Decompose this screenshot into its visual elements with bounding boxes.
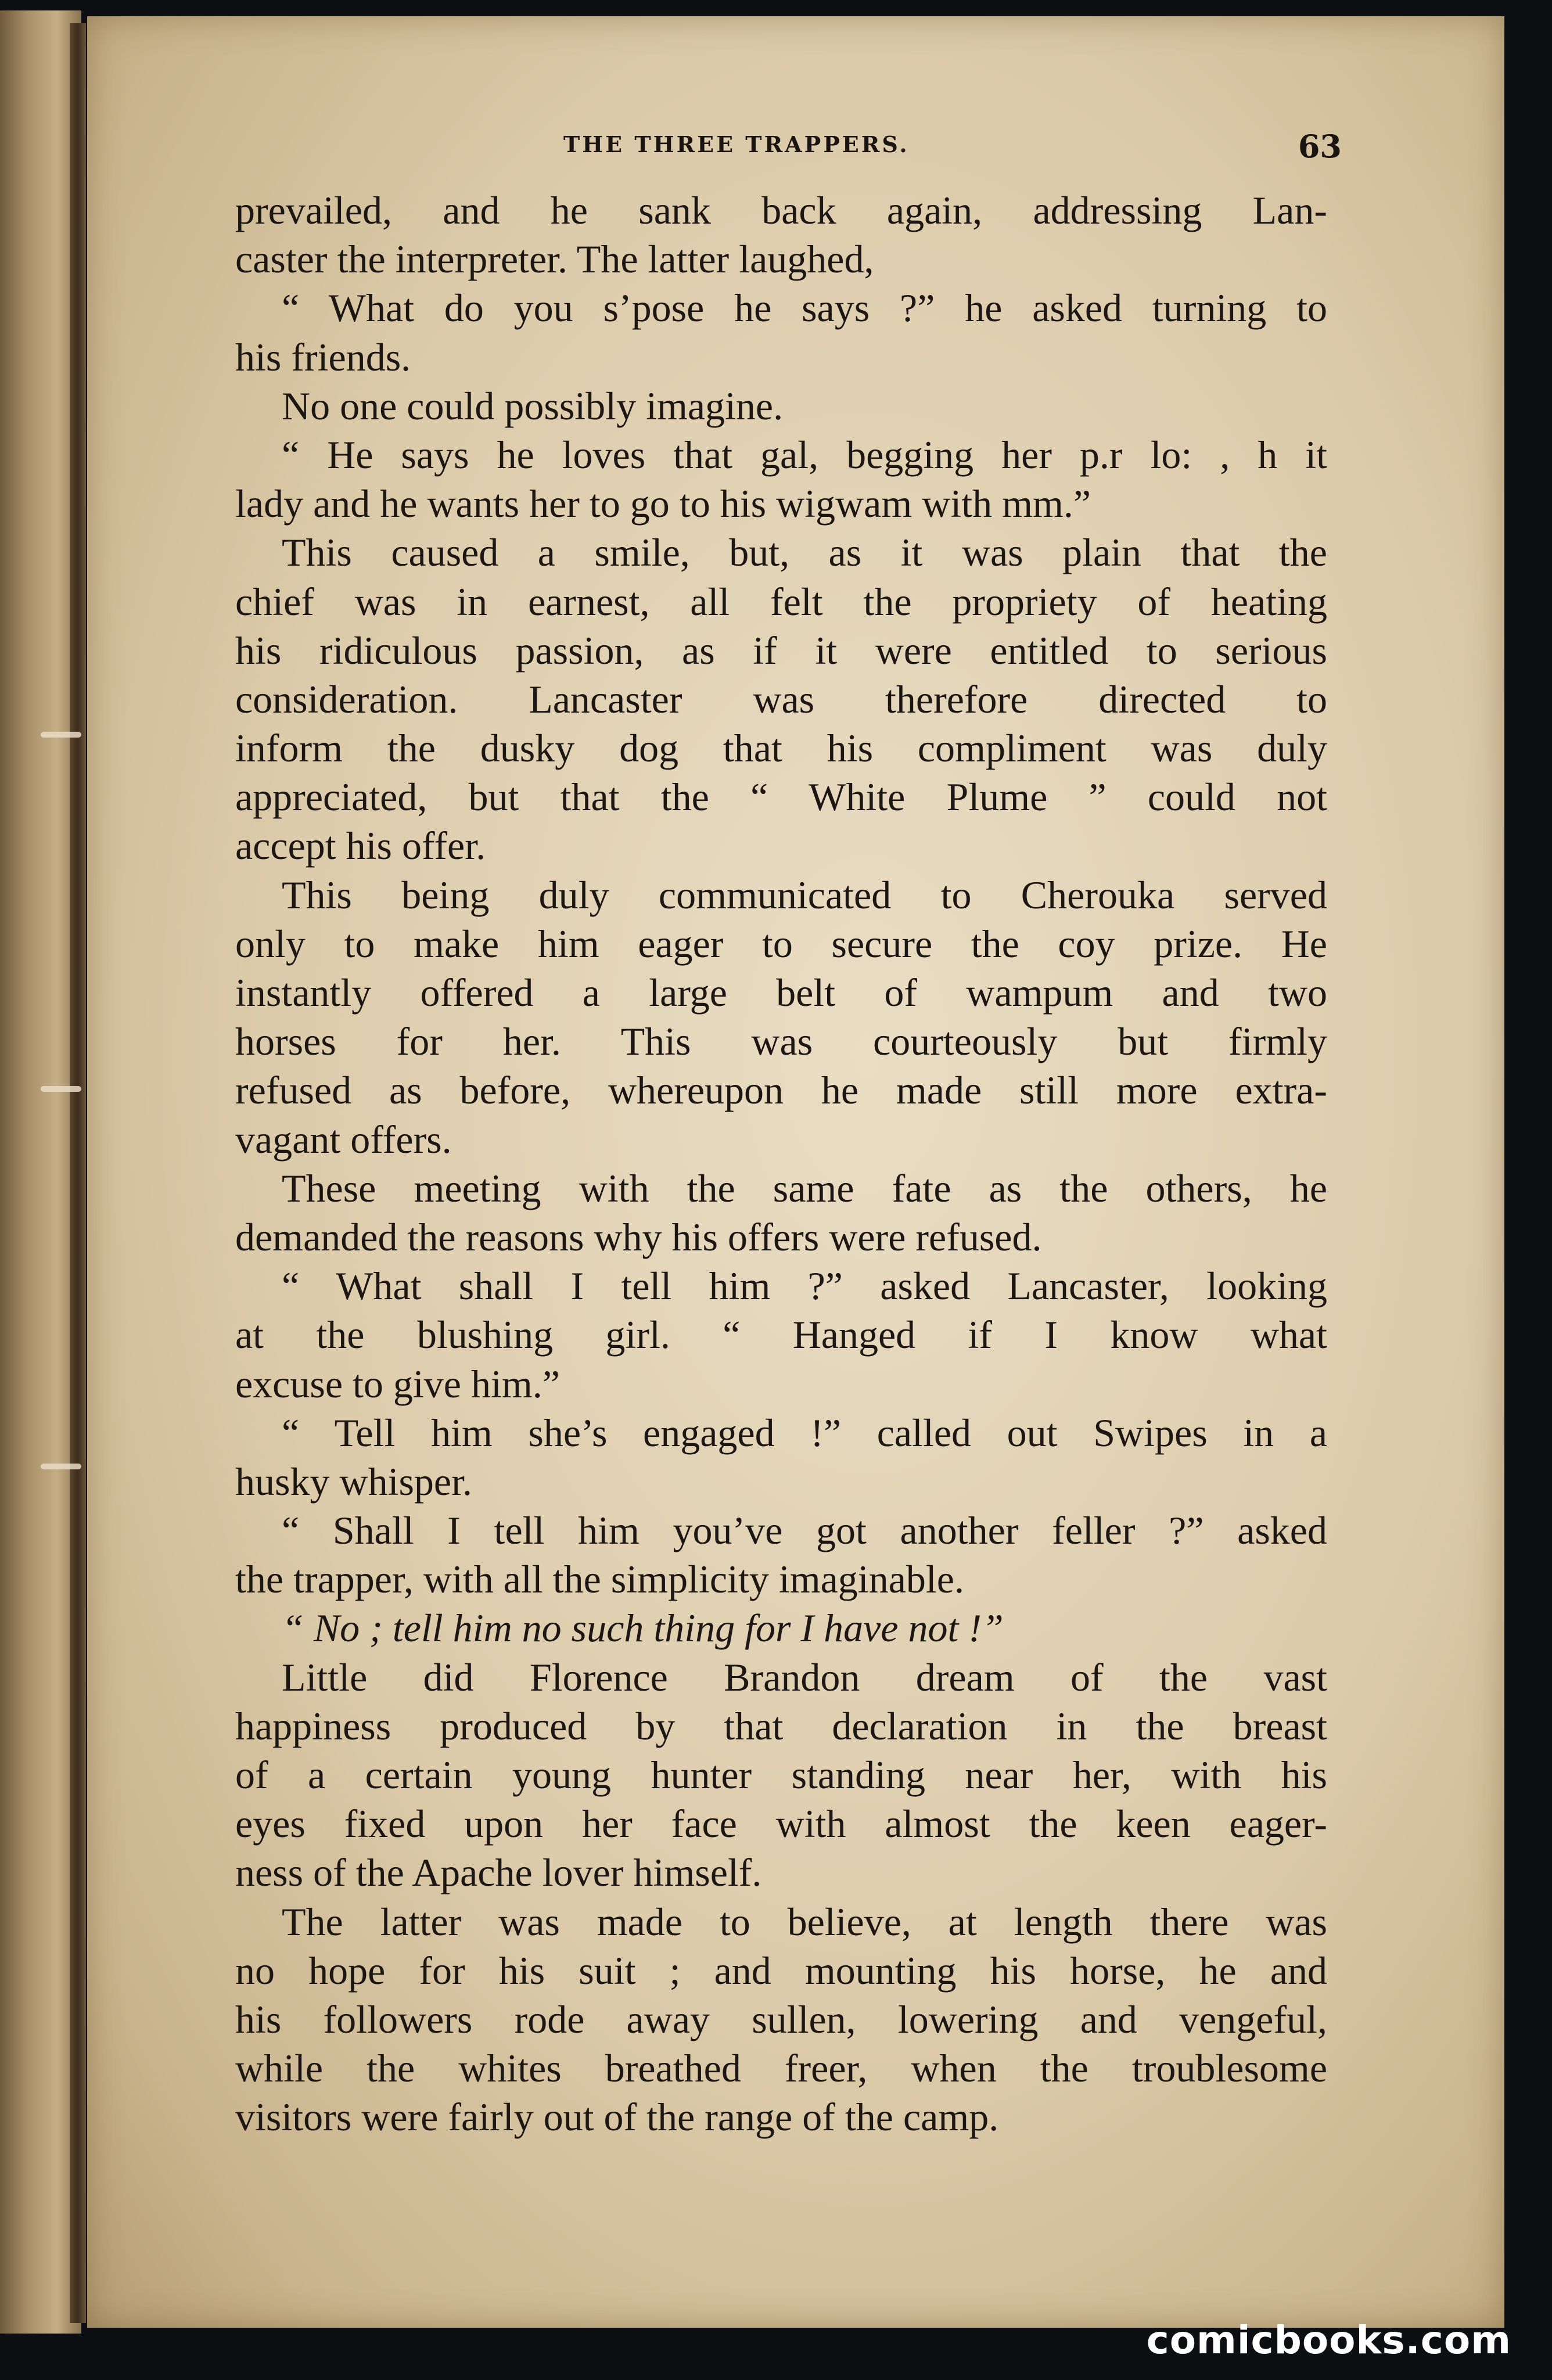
page-number: 63 — [1298, 128, 1342, 165]
text-line: ness of the Apache lover himself. — [235, 1850, 762, 1895]
text-line: his ridiculous passion, as if it were entitled to serious — [235, 628, 1327, 673]
text-line: his followers rode away sullen, lowering and vengeful, — [235, 1997, 1327, 2041]
text-line: The latter was made to believe, at length there was — [282, 1899, 1327, 1944]
text-line: excuse to give him.” — [235, 1361, 560, 1406]
text-line: consideration. Lancaster was therefore directed to — [235, 677, 1327, 721]
text-line: inform the dusky dog that his compliment was duly — [235, 726, 1327, 771]
text-line: caster the interpreter. The latter laughed, — [235, 237, 874, 282]
text-line: eyes fixed upon her face with almost the keen eager- — [235, 1802, 1327, 1846]
text-line: his friends. — [235, 335, 411, 379]
text-line: “ No ; tell him no such thing for I have not !” — [282, 1606, 1004, 1651]
text-line: appreciated, but that the “ White Plume ” could not — [235, 775, 1327, 819]
text-line: no hope for his suit ; and mounting his horse, he and — [235, 1948, 1327, 1993]
text-line: No one could possibly imagine. — [282, 383, 784, 428]
text-line: the trapper, with all the simplicity imaginable. — [235, 1557, 964, 1602]
text-line: “ What do you s’pose he says ?” he asked turning to — [282, 286, 1327, 330]
book-gutter — [70, 23, 86, 2323]
text-line: visitors were fairly out of the range of the camp. — [235, 2095, 999, 2140]
text-line: This caused a smile, but, as it was plain that the — [282, 530, 1327, 575]
text-line: vagant offers. — [235, 1117, 452, 1162]
text-line: demanded the reasons why his offers were refused. — [235, 1214, 1042, 1259]
text-line: accept his offer. — [235, 824, 486, 868]
text-line: “ Shall I tell him you’ve got another feller ?” asked — [282, 1508, 1327, 1553]
text-line: “ What shall I tell him ?” asked Lancaster, looking — [282, 1264, 1327, 1308]
text-line: “ Tell him she’s engaged !” called out Swipes in a — [282, 1410, 1327, 1455]
text-line: of a certain young hunter standing near her, with his — [235, 1753, 1327, 1797]
binding-stitch — [41, 732, 81, 738]
text-line: instantly offered a large belt of wampum and two — [235, 970, 1327, 1015]
text-line: chief was in earnest, all felt the propriety of heating — [235, 579, 1327, 624]
text-line: happiness produced by that declaration in the breast — [235, 1703, 1327, 1748]
body-text — [235, 186, 1327, 2142]
site-watermark: comicbooks.com — [1146, 2318, 1511, 2363]
text-line: at the blushing girl. “ Hanged if I know what — [235, 1313, 1327, 1357]
text-line: husky whisper. — [235, 1459, 472, 1504]
facing-page-edge — [0, 10, 81, 2334]
running-title: THE THREE TRAPPERS. — [563, 131, 910, 157]
binding-stitch — [41, 1464, 81, 1469]
text-line: Little did Florence Brandon dream of the vast — [282, 1655, 1327, 1699]
text-line: lady and he wants her to go to his wigwam with mm.” — [235, 481, 1091, 526]
text-line: These meeting with the same fate as the others, he — [282, 1166, 1327, 1210]
text-line: horses for her. This was courteously but firmly — [235, 1019, 1327, 1064]
text-line: “ He says he loves that gal, begging her p.r lo: , h it — [282, 432, 1327, 477]
text-line: only to make him eager to secure the coy prize. He — [235, 921, 1327, 966]
binding-stitch — [41, 1086, 81, 1092]
text-line: refused as before, whereupon he made still more extra- — [235, 1068, 1327, 1113]
text-line: while the whites breathed freer, when the troublesome — [235, 2046, 1327, 2091]
text-line: This being duly communicated to Cherouka served — [282, 872, 1327, 917]
text-line: prevailed, and he sank back again, addressing Lan- — [235, 188, 1327, 232]
page-header — [151, 128, 1342, 168]
